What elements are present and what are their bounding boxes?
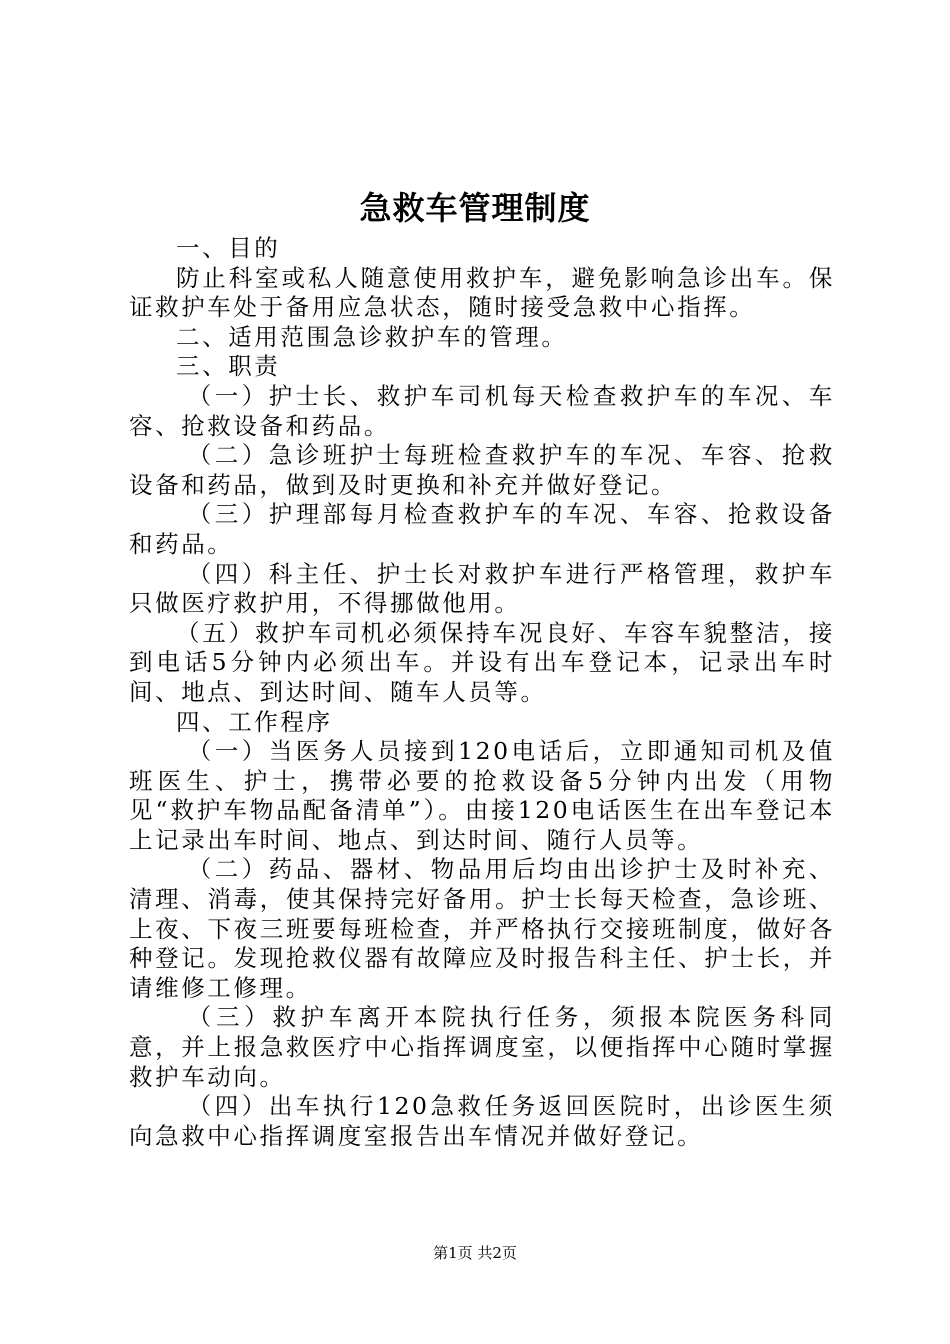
- paragraph-duty-4: （四）科主任、护士长对救护车进行严格管理，救护车只做医疗救护用，不得挪做他用。: [129, 559, 835, 618]
- page-footer: 第1页 共2页: [433, 1244, 517, 1262]
- paragraph-procedure-3: （三）救护车离开本院执行任务，须报本院医务科同意，并上报急救医疗中心指挥调度室，以便指挥中心随时掌握救护车动向。: [129, 1003, 835, 1091]
- section-heading-procedure: 四、工作程序: [176, 707, 333, 736]
- section-heading-duties: 三、职责: [176, 352, 281, 381]
- paragraph-procedure-2: （二）药品、器材、物品用后均由出诊护士及时补充、清理、消毒，使其保持完好备用。护士长每天检查，急诊班、上夜、下夜三班要每班检查，并严格执行交接班制度，做好各种登记。发现抢救仪器有故障应及时报告科主任、护士长，并请维修工修理。: [129, 855, 835, 1002]
- section-heading-scope: 二、适用范围急诊救护车的管理。: [176, 322, 568, 351]
- section-heading-purpose: 一、目的: [176, 234, 281, 262]
- paragraph-duty-3: （三）护理部每月检查救护车的车况、车容、抢救设备和药品。: [129, 500, 835, 558]
- paragraph-duty-2: （二）急诊班护士每班检查救护车的车况、车容、抢救设备和药品，做到及时更换和补充并做好登记。: [129, 441, 835, 499]
- paragraph-procedure-1: （一）当医务人员接到120电话后，立即通知司机及值班医生、护士，携带必要的抢救设备5分钟内出发（用物见“救护车物品配备清单”）。由接120电话医生在出车登记本上记录出车时间、地点、到达时间、随行人员等。: [129, 737, 835, 854]
- document-body: [129, 234, 835, 1151]
- document-title: 急救车管理制度: [359, 189, 591, 227]
- paragraph-purpose: 防止科室或私人随意使用救护车，避免影响急诊出车。保证救护车处于备用应急状态，随时接受急救中心指挥。: [129, 263, 835, 322]
- paragraph-duty-1: （一）护士长、救护车司机每天检查救护车的车况、车容、抢救设备和药品。: [129, 381, 835, 440]
- paragraph-duty-5: （五）救护车司机必须保持车况良好、车容车貌整洁，接到电话5分钟内必须出车。并设有出车登记本，记录出车时间、地点、到达时间、随车人员等。: [129, 618, 835, 706]
- paragraph-procedure-4: （四）出车执行120急救任务返回医院时，出诊医生须向急救中心指挥调度室报告出车情况并做好登记。: [129, 1092, 835, 1150]
